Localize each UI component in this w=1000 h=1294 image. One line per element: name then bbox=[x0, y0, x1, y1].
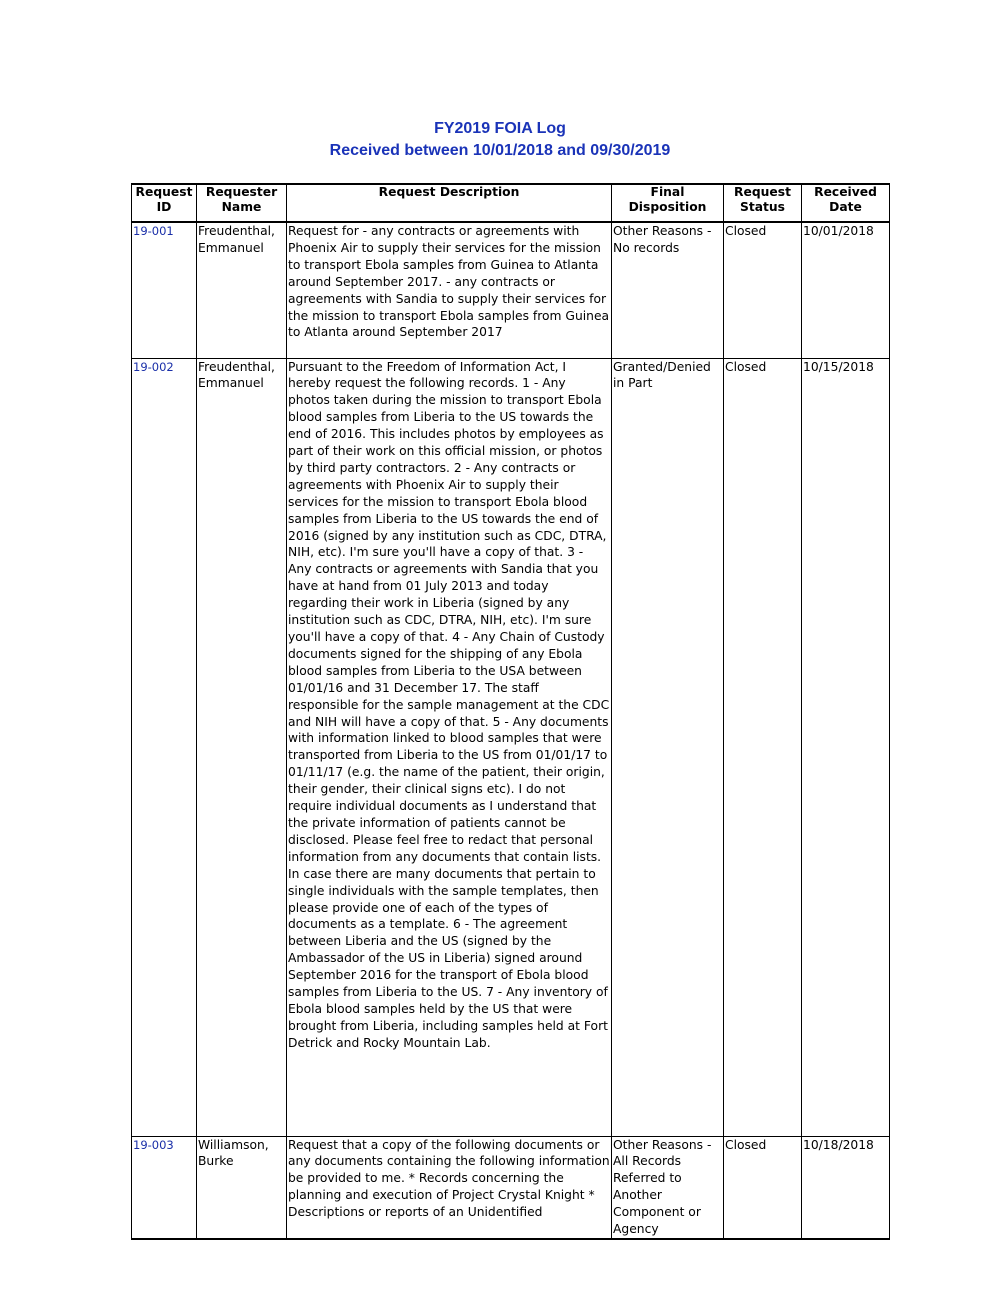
final-disposition-cell: Other Reasons - All Records Referred to Another Component or Agency bbox=[612, 1136, 724, 1239]
requester-name-cell: Freudenthal, Emmanuel bbox=[197, 222, 287, 358]
request-status-cell: Closed bbox=[724, 1136, 802, 1239]
table-row bbox=[132, 358, 890, 1136]
column-header-request-id: Request ID bbox=[132, 184, 197, 222]
request-id-cell: 19-003 bbox=[132, 1136, 197, 1239]
final-disposition-cell: Other Reasons - No records bbox=[612, 222, 724, 358]
table-row bbox=[132, 1136, 890, 1239]
request-description-cell: Pursuant to the Freedom of Information Act, I hereby request the following records. 1 - Any photos taken during the mission to transport Ebola blood samples from Liberia to the US towards the end of 2016. This includes photos by employees as part of their work on this official mission, or photos by third party contractors. 2 - Any contracts or agreements with Phoenix Air to supply their services for the mission to transport Ebola blood samples from Liberia to the US towards the end of 2016 (signed by any institution such as CDC, DTRA, NIH, etc). I'm sure you'll have a copy of that. 3 - Any contracts or agreements with Sandia that you have at hand from 01 July 2013 and today regarding their work in Liberia (signed by any institution such as CDC, DTRA, NIH, etc). I'm sure you'll have a copy of that. 4 - Any Chain of Custody documents signed for the shipping of any Ebola blood samples from Liberia to the USA between 01/01/16 and 31 December 17. The staff responsible for the sample management at the CDC and NIH will have a copy of that. 5 - Any documents with information linked to blood samples that were transported from Liberia to the US from 01/01/17 to 01/11/17 (e.g. the name of the patient, their origin, their gender, their clinical signs etc). I do not require individual documents as I understand that the private information of patients cannot be disclosed. Please feel free to redact that personal information from any documents that contain lists. In case there are many documents that pertain to single individuals with the sample templates, then please provide one of each of the types of documents as a template. 6 - The agreement between Liberia and the US (signed by the Ambassador of the US in Liberia) signed around September 2016 for the transport of Ebola blood samples from Liberia to the US. 7 - Any inventory of Ebola blood samples held by the US that were brought from Liberia, including samples held at Fort Detrick and Rocky Mountain Lab. bbox=[287, 358, 612, 1136]
column-header-final-disposition: Final Disposition bbox=[612, 184, 724, 222]
request-status-cell: Closed bbox=[724, 222, 802, 358]
page-title: FY2019 FOIA Log bbox=[434, 120, 566, 137]
page-subtitle: Received between 10/01/2018 and 09/30/2019 bbox=[329, 142, 671, 159]
foia-log-table bbox=[131, 183, 890, 1240]
column-header-requester-name: Requester Name bbox=[197, 184, 287, 222]
final-disposition-cell: Granted/Denied in Part bbox=[612, 358, 724, 1136]
request-id-cell: 19-001 bbox=[132, 222, 197, 358]
column-header-received-date: Received Date bbox=[802, 184, 890, 222]
table-row bbox=[132, 222, 890, 358]
title-block bbox=[0, 118, 1000, 162]
table-header-row bbox=[132, 184, 890, 222]
column-header-request-description: Request Description bbox=[287, 184, 612, 222]
column-header-request-status: Request Status bbox=[724, 184, 802, 222]
received-date-cell: 10/18/2018 bbox=[802, 1136, 890, 1239]
requester-name-cell: Williamson, Burke bbox=[197, 1136, 287, 1239]
requester-name-cell: Freudenthal, Emmanuel bbox=[197, 358, 287, 1136]
request-id-cell: 19-002 bbox=[132, 358, 197, 1136]
received-date-cell: 10/15/2018 bbox=[802, 358, 890, 1136]
request-description-cell: Request that a copy of the following documents or any documents containing the following information be provided to me. * Records concerning the planning and execution of Project Crystal Knight * Descriptions or reports of an Unidentified bbox=[287, 1136, 612, 1239]
received-date-cell: 10/01/2018 bbox=[802, 222, 890, 358]
request-description-cell: Request for - any contracts or agreements with Phoenix Air to supply their services for the mission to transport Ebola samples from Guinea to Atlanta around September 2017. - any contracts or agreements with Sandia to supply their services for the mission to transport Ebola samples from Guinea to Atlanta around September 2017 bbox=[287, 222, 612, 358]
request-status-cell: Closed bbox=[724, 358, 802, 1136]
